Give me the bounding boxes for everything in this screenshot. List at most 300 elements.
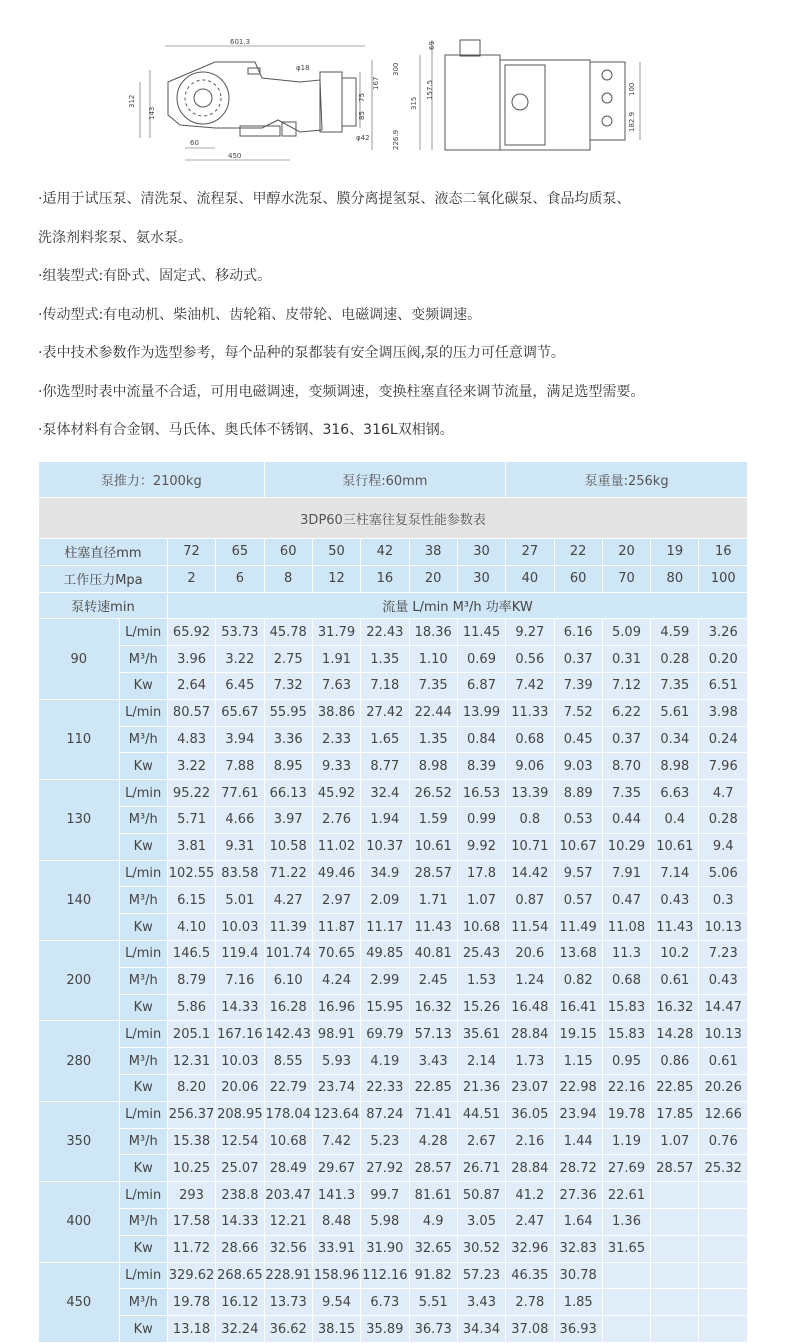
data-cell: 0.43 [699, 967, 748, 994]
data-cell: 0.31 [602, 646, 650, 673]
data-cell: 9.33 [312, 753, 360, 780]
table-row [39, 753, 748, 780]
data-cell: 228.91 [264, 1262, 312, 1289]
unit-label: Kw [119, 753, 167, 780]
data-cell: 13.73 [264, 1289, 312, 1316]
feature-list [38, 186, 778, 456]
diameter-label: 柱塞直径mm [39, 539, 168, 566]
data-cell: 13.39 [506, 780, 554, 807]
data-cell: 11.02 [312, 833, 360, 860]
data-cell: 7.35 [602, 780, 650, 807]
data-cell: 16.12 [216, 1289, 264, 1316]
data-cell: 0.61 [651, 967, 699, 994]
data-cell: 28.57 [409, 1155, 457, 1182]
data-cell: 3.94 [216, 726, 264, 753]
data-cell: 7.52 [554, 699, 602, 726]
data-cell: 32.56 [264, 1235, 312, 1262]
data-cell: 16.32 [409, 994, 457, 1021]
data-cell: 9.27 [506, 619, 554, 646]
data-cell: 36.73 [409, 1316, 457, 1343]
data-cell: 14.42 [506, 860, 554, 887]
data-cell: 205.1 [167, 1021, 215, 1048]
pressure-value: 16 [361, 565, 409, 592]
data-cell: 8.98 [409, 753, 457, 780]
data-cell: 142.43 [264, 1021, 312, 1048]
data-cell: 71.22 [264, 860, 312, 887]
data-cell: 14.28 [651, 1021, 699, 1048]
data-cell: 13.68 [554, 940, 602, 967]
data-cell: 28.72 [554, 1155, 602, 1182]
data-cell: 3.97 [264, 806, 312, 833]
dim-label: 315 [410, 96, 418, 110]
data-cell: 11.33 [506, 699, 554, 726]
data-cell: 28.57 [409, 860, 457, 887]
data-cell: 1.07 [457, 887, 505, 914]
feature-line: ·表中技术参数作为选型参考，每个品种的泵都装有安全调压阀,泵的压力可任意调节。 [38, 345, 565, 361]
data-cell: 4.10 [167, 914, 215, 941]
data-cell: 5.01 [216, 887, 264, 914]
unit-label: M³/h [119, 806, 167, 833]
table-row [39, 860, 748, 887]
data-cell: 3.81 [167, 833, 215, 860]
data-cell: 11.43 [409, 914, 457, 941]
data-cell: 11.08 [602, 914, 650, 941]
table-title: 3DP60三柱塞往复泵性能参数表 [39, 498, 748, 539]
pressure-value: 2 [167, 565, 215, 592]
data-cell: 1.35 [409, 726, 457, 753]
data-cell: 293 [167, 1182, 215, 1209]
data-cell: 29.67 [312, 1155, 360, 1182]
data-cell: 1.73 [506, 1048, 554, 1075]
data-cell: 37.08 [506, 1316, 554, 1343]
dim-label: 182.9 [628, 111, 636, 132]
data-cell: 3.26 [699, 619, 748, 646]
data-cell: 7.14 [651, 860, 699, 887]
data-cell: 25.43 [457, 940, 505, 967]
unit-label: M³/h [119, 646, 167, 673]
data-cell: 34.34 [457, 1316, 505, 1343]
data-cell: 30.78 [554, 1262, 602, 1289]
data-cell: 50.87 [457, 1182, 505, 1209]
unit-label: Kw [119, 1074, 167, 1101]
data-cell: 3.43 [457, 1289, 505, 1316]
data-cell [602, 1316, 650, 1343]
unit-label: Kw [119, 833, 167, 860]
data-cell: 1.35 [361, 646, 409, 673]
data-cell: 7.16 [216, 967, 264, 994]
table-row [39, 806, 748, 833]
data-cell: 9.06 [506, 753, 554, 780]
data-cell: 17.85 [651, 1101, 699, 1128]
data-cell: 27.69 [602, 1155, 650, 1182]
data-cell: 6.63 [651, 780, 699, 807]
diameter-value: 19 [651, 539, 699, 566]
data-cell: 10.13 [699, 914, 748, 941]
data-cell: 11.45 [457, 619, 505, 646]
data-cell: 28.66 [216, 1235, 264, 1262]
data-cell: 3.22 [216, 646, 264, 673]
data-cell: 208.95 [216, 1101, 264, 1128]
data-cell: 26.71 [457, 1155, 505, 1182]
data-cell [602, 1289, 650, 1316]
data-cell: 12.54 [216, 1128, 264, 1155]
data-cell: 0.87 [506, 887, 554, 914]
dim-label: 69 [428, 41, 436, 50]
data-cell: 0.86 [651, 1048, 699, 1075]
data-cell: 44.51 [457, 1101, 505, 1128]
data-cell: 203.47 [264, 1182, 312, 1209]
data-cell: 22.43 [361, 619, 409, 646]
data-cell: 32.83 [554, 1235, 602, 1262]
data-cell [651, 1262, 699, 1289]
unit-label: M³/h [119, 1048, 167, 1075]
data-cell: 5.06 [699, 860, 748, 887]
speed-value: 110 [39, 699, 120, 779]
dim-label: 226.9 [392, 129, 400, 150]
data-cell: 1.24 [506, 967, 554, 994]
data-cell: 8.48 [312, 1208, 360, 1235]
performance-table [38, 461, 748, 1343]
pressure-value: 6 [216, 565, 264, 592]
data-cell: 55.95 [264, 699, 312, 726]
table-row [39, 1074, 748, 1101]
data-cell: 46.35 [506, 1262, 554, 1289]
data-cell: 0.56 [506, 646, 554, 673]
data-cell: 31.90 [361, 1235, 409, 1262]
data-cell: 38.86 [312, 699, 360, 726]
data-cell: 49.85 [361, 940, 409, 967]
pressure-label: 工作压力Mpa [39, 565, 168, 592]
data-cell: 10.71 [506, 833, 554, 860]
data-cell: 71.41 [409, 1101, 457, 1128]
data-cell: 1.10 [409, 646, 457, 673]
data-cell: 7.39 [554, 672, 602, 699]
data-cell: 0.28 [651, 646, 699, 673]
feature-line: 洗涤剂料浆泵、氨水泵。 [38, 229, 192, 246]
data-cell: 0.95 [602, 1048, 650, 1075]
data-cell: 8.77 [361, 753, 409, 780]
data-cell: 0.69 [457, 646, 505, 673]
data-cell: 27.42 [361, 699, 409, 726]
data-cell: 3.05 [457, 1208, 505, 1235]
unit-label: M³/h [119, 1208, 167, 1235]
data-cell: 15.38 [167, 1128, 215, 1155]
unit-label: L/min [119, 1021, 167, 1048]
data-cell: 5.86 [167, 994, 215, 1021]
data-cell: 28.84 [506, 1021, 554, 1048]
dim-label: 85 [358, 111, 366, 120]
table-row [39, 1289, 748, 1316]
data-cell: 5.61 [651, 699, 699, 726]
feature-line: ·泵体材料有合金钢、马氏体、奥氏体不锈钢、316、316L双相钢。 [38, 422, 454, 438]
data-cell: 0.57 [554, 887, 602, 914]
data-cell: 0.37 [602, 726, 650, 753]
unit-label: M³/h [119, 887, 167, 914]
data-cell: 178.04 [264, 1101, 312, 1128]
data-cell: 6.87 [457, 672, 505, 699]
table-row [39, 1262, 748, 1289]
table-row [39, 1101, 748, 1128]
data-cell: 146.5 [167, 940, 215, 967]
data-cell: 6.22 [602, 699, 650, 726]
pressure-value: 60 [554, 565, 602, 592]
diameter-value: 50 [312, 539, 360, 566]
data-cell: 65.92 [167, 619, 215, 646]
data-cell: 7.12 [602, 672, 650, 699]
data-cell [651, 1316, 699, 1343]
unit-label: Kw [119, 914, 167, 941]
data-cell: 0.99 [457, 806, 505, 833]
data-cell: 167.16 [216, 1021, 264, 1048]
data-cell: 7.35 [651, 672, 699, 699]
data-cell: 40.81 [409, 940, 457, 967]
data-cell: 0.53 [554, 806, 602, 833]
data-cell: 80.57 [167, 699, 215, 726]
pressure-value: 70 [602, 565, 650, 592]
data-cell: 4.83 [167, 726, 215, 753]
unit-label: Kw [119, 1155, 167, 1182]
data-cell: 0.84 [457, 726, 505, 753]
data-cell: 0.43 [651, 887, 699, 914]
table-row [39, 1316, 748, 1343]
data-cell: 12.66 [699, 1101, 748, 1128]
diameter-value: 22 [554, 539, 602, 566]
pump-technical-drawing [0, 0, 790, 170]
speed-value: 140 [39, 860, 120, 940]
data-cell: 4.59 [651, 619, 699, 646]
data-cell: 7.42 [506, 672, 554, 699]
data-cell: 31.79 [312, 619, 360, 646]
table-row [39, 619, 748, 646]
data-cell: 3.22 [167, 753, 215, 780]
data-cell: 11.72 [167, 1235, 215, 1262]
data-cell: 0.61 [699, 1048, 748, 1075]
data-cell: 2.75 [264, 646, 312, 673]
pump-weight: 泵重量:256kg [506, 462, 748, 498]
data-cell: 2.64 [167, 672, 215, 699]
data-cell: 14.47 [699, 994, 748, 1021]
data-cell: 83.58 [216, 860, 264, 887]
data-cell: 98.91 [312, 1021, 360, 1048]
table-row [39, 1208, 748, 1235]
data-cell: 20.06 [216, 1074, 264, 1101]
table-row [39, 914, 748, 941]
speed-value: 280 [39, 1021, 120, 1101]
data-cell: 19.78 [602, 1101, 650, 1128]
data-cell: 10.37 [361, 833, 409, 860]
data-cell [699, 1289, 748, 1316]
data-cell: 4.7 [699, 780, 748, 807]
pump-stroke: 泵行程:60mm [264, 462, 506, 498]
diameter-value: 42 [361, 539, 409, 566]
data-cell: 0.45 [554, 726, 602, 753]
data-cell: 81.61 [409, 1182, 457, 1209]
unit-label: M³/h [119, 967, 167, 994]
data-cell: 11.39 [264, 914, 312, 941]
data-cell: 5.98 [361, 1208, 409, 1235]
data-cell: 8.79 [167, 967, 215, 994]
data-cell: 141.3 [312, 1182, 360, 1209]
dim-label: 300 [392, 62, 400, 76]
data-cell: 10.2 [651, 940, 699, 967]
table-row [39, 780, 748, 807]
diameter-value: 27 [506, 539, 554, 566]
data-cell: 4.9 [409, 1208, 457, 1235]
data-cell: 10.03 [216, 1048, 264, 1075]
dim-label: 75 [358, 93, 366, 102]
data-cell: 22.61 [602, 1182, 650, 1209]
data-cell: 16.32 [651, 994, 699, 1021]
data-cell: 0.28 [699, 806, 748, 833]
pressure-value: 30 [457, 565, 505, 592]
data-cell: 15.26 [457, 994, 505, 1021]
data-cell: 53.73 [216, 619, 264, 646]
data-cell: 28.84 [506, 1155, 554, 1182]
data-cell: 4.27 [264, 887, 312, 914]
data-cell: 38.15 [312, 1316, 360, 1343]
data-cell: 10.68 [264, 1128, 312, 1155]
pressure-value: 8 [264, 565, 312, 592]
data-cell: 25.07 [216, 1155, 264, 1182]
data-cell: 9.54 [312, 1289, 360, 1316]
data-cell: 238.8 [216, 1182, 264, 1209]
table-row [39, 1235, 748, 1262]
unit-label: L/min [119, 619, 167, 646]
data-cell: 112.16 [361, 1262, 409, 1289]
data-cell: 10.58 [264, 833, 312, 860]
data-cell: 91.82 [409, 1262, 457, 1289]
table-row [39, 833, 748, 860]
data-cell: 0.68 [602, 967, 650, 994]
unit-label: Kw [119, 1235, 167, 1262]
table-row [39, 1021, 748, 1048]
feature-line: ·适用于试压泵、清洗泵、流程泵、甲醇水洗泵、膜分离提氢泵、液态二氧化碳泵、食品均质泵、 [38, 191, 631, 207]
data-cell: 2.99 [361, 967, 409, 994]
data-cell: 5.93 [312, 1048, 360, 1075]
data-cell: 22.85 [409, 1074, 457, 1101]
data-cell: 1.44 [554, 1128, 602, 1155]
data-cell: 34.9 [361, 860, 409, 887]
speed-value: 90 [39, 619, 120, 699]
data-cell: 3.43 [409, 1048, 457, 1075]
data-cell: 8.98 [651, 753, 699, 780]
data-cell: 28.57 [651, 1155, 699, 1182]
data-cell: 1.53 [457, 967, 505, 994]
diameter-value: 20 [602, 539, 650, 566]
data-cell [699, 1316, 748, 1343]
data-cell: 8.20 [167, 1074, 215, 1101]
data-cell [699, 1208, 748, 1235]
data-cell: 10.61 [651, 833, 699, 860]
data-cell: 3.98 [699, 699, 748, 726]
data-cell: 22.85 [651, 1074, 699, 1101]
data-cell: 0.47 [602, 887, 650, 914]
table-row [39, 887, 748, 914]
data-cell: 1.64 [554, 1208, 602, 1235]
data-cell: 11.3 [602, 940, 650, 967]
data-cell: 36.05 [506, 1101, 554, 1128]
data-cell: 32.65 [409, 1235, 457, 1262]
data-cell: 6.16 [554, 619, 602, 646]
data-cell: 10.67 [554, 833, 602, 860]
data-cell: 5.71 [167, 806, 215, 833]
table-row [39, 726, 748, 753]
dim-label: φ18 [296, 64, 310, 72]
data-cell: 8.89 [554, 780, 602, 807]
dim-label: φ42 [356, 134, 370, 142]
data-cell: 23.07 [506, 1074, 554, 1101]
data-cell: 16.41 [554, 994, 602, 1021]
data-cell: 4.24 [312, 967, 360, 994]
data-cell: 32.24 [216, 1316, 264, 1343]
data-cell: 0.24 [699, 726, 748, 753]
data-cell: 22.16 [602, 1074, 650, 1101]
data-cell: 7.63 [312, 672, 360, 699]
data-cell: 9.92 [457, 833, 505, 860]
data-cell: 10.03 [216, 914, 264, 941]
table-row [39, 1048, 748, 1075]
data-cell: 5.09 [602, 619, 650, 646]
data-cell: 6.73 [361, 1289, 409, 1316]
data-cell: 36.62 [264, 1316, 312, 1343]
data-cell: 14.33 [216, 1208, 264, 1235]
data-cell: 8.95 [264, 753, 312, 780]
data-cell: 7.35 [409, 672, 457, 699]
pressure-value: 40 [506, 565, 554, 592]
data-cell: 45.78 [264, 619, 312, 646]
data-cell: 10.61 [409, 833, 457, 860]
data-cell: 15.95 [361, 994, 409, 1021]
pressure-value: 80 [651, 565, 699, 592]
data-cell: 19.78 [167, 1289, 215, 1316]
data-cell: 95.22 [167, 780, 215, 807]
data-cell: 8.70 [602, 753, 650, 780]
data-cell: 0.76 [699, 1128, 748, 1155]
data-cell: 9.31 [216, 833, 264, 860]
data-cell: 32.4 [361, 780, 409, 807]
pressure-value: 20 [409, 565, 457, 592]
feature-line: ·组装型式:有卧式、固定式、移动式。 [38, 268, 272, 284]
data-cell: 5.23 [361, 1128, 409, 1155]
data-cell: 7.96 [699, 753, 748, 780]
unit-label: M³/h [119, 1289, 167, 1316]
data-cell: 36.93 [554, 1316, 602, 1343]
data-cell [651, 1289, 699, 1316]
data-cell: 15.83 [602, 994, 650, 1021]
table-row [39, 994, 748, 1021]
data-cell: 28.49 [264, 1155, 312, 1182]
unit-label: M³/h [119, 1128, 167, 1155]
data-cell: 0.82 [554, 967, 602, 994]
data-cell: 16.28 [264, 994, 312, 1021]
data-cell: 22.79 [264, 1074, 312, 1101]
unit-label: M³/h [119, 726, 167, 753]
data-cell: 20.6 [506, 940, 554, 967]
data-cell: 23.94 [554, 1101, 602, 1128]
unit-label: Kw [119, 672, 167, 699]
data-cell: 41.2 [506, 1182, 554, 1209]
data-cell: 18.36 [409, 619, 457, 646]
data-cell: 10.25 [167, 1155, 215, 1182]
data-cell: 6.10 [264, 967, 312, 994]
data-cell: 99.7 [361, 1182, 409, 1209]
data-cell: 16.48 [506, 994, 554, 1021]
data-cell: 8.39 [457, 753, 505, 780]
data-cell: 14.33 [216, 994, 264, 1021]
speed-value: 130 [39, 780, 120, 860]
data-cell [699, 1262, 748, 1289]
data-cell: 35.89 [361, 1316, 409, 1343]
